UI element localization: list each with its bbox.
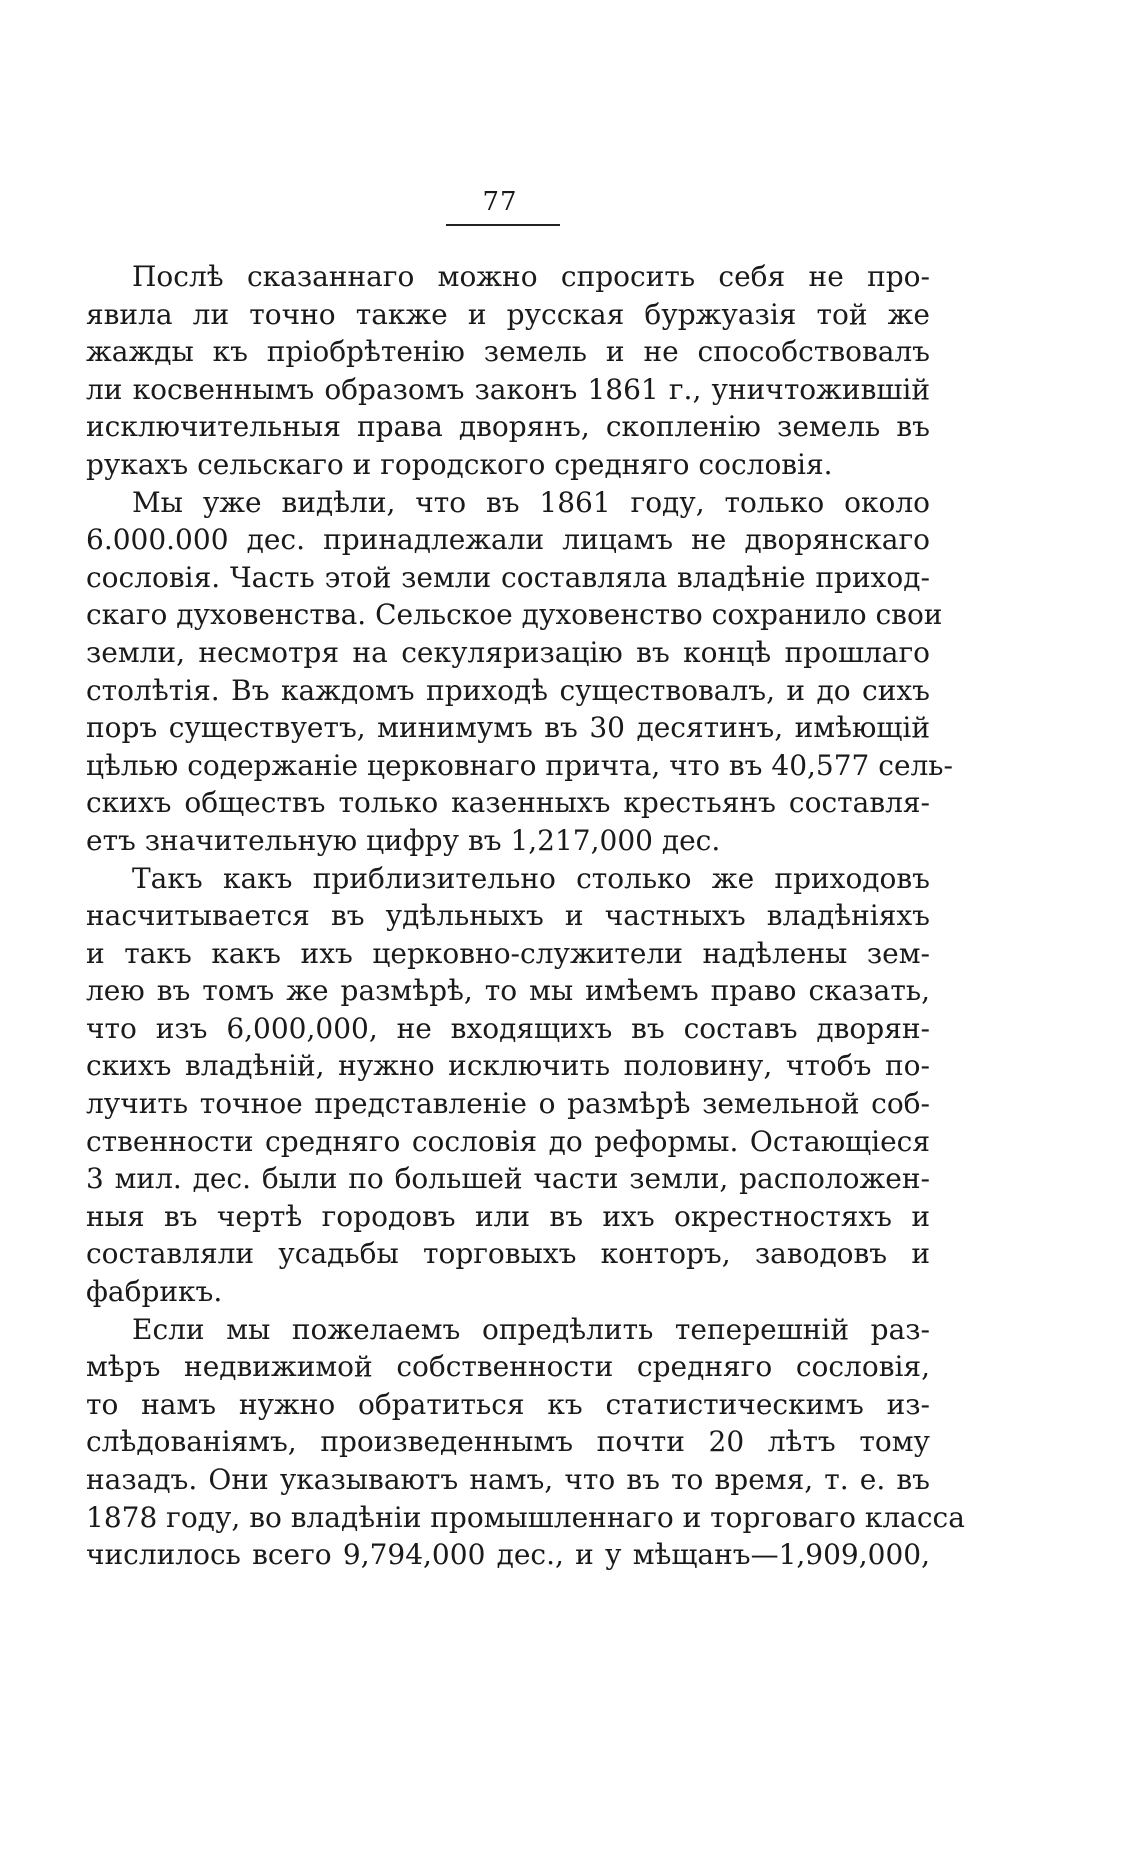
text-line: явила ли точно также и русская буржуазія той же	[86, 297, 930, 331]
body-text	[86, 258, 965, 1574]
text-line: слѣдованіямъ, произведеннымъ почти 20 лѣтъ тому	[86, 1425, 930, 1459]
text-line: Такъ какъ приблизительно столько же приходовъ	[132, 861, 930, 895]
page-number-rule	[446, 224, 560, 226]
text-line: лучить точное представленіе о размѣрѣ земельной соб-	[86, 1087, 930, 1121]
text-line: скихъ обществъ только казенныхъ крестьянъ составля-	[86, 786, 930, 820]
text-line: и такъ какъ ихъ церковно-служители надѣлены зем-	[86, 936, 930, 970]
text-line: сословія. Часть этой земли составляла владѣніе приход-	[86, 560, 930, 594]
text-line: что изъ 6,000,000, не входящихъ въ составъ дворян-	[86, 1011, 930, 1045]
text-line: насчитывается въ удѣльныхъ и частныхъ владѣніяхъ	[86, 899, 930, 933]
text-line: назадъ. Они указываютъ намъ, что въ то время, т. е. въ	[86, 1463, 930, 1496]
text-line: мѣръ недвижимой собственности средняго сословія,	[86, 1350, 930, 1384]
text-line: ныя въ чертѣ городовъ или въ ихъ окрестностяхъ и	[86, 1199, 930, 1233]
text-line: цѣлью содержаніе церковнаго причта, что въ 40,577 сель-	[86, 748, 954, 782]
text-line: ли косвеннымъ образомъ законъ 1861 г., уничтожившій	[86, 372, 930, 406]
text-line: жажды къ пріобрѣтенію земель и не способствовалъ	[86, 335, 930, 369]
text-line: фабрикъ.	[86, 1275, 223, 1309]
text-line: Если мы пожелаемъ опредѣлить теперешній раз-	[132, 1312, 930, 1346]
text-line: земли, несмотря на секуляризацію въ концѣ прошлаго	[86, 635, 930, 669]
text-line: составляли усадьбы торговыхъ конторъ, заводовъ и	[86, 1237, 930, 1271]
text-line: скихъ владѣній, нужно исключить половину, чтобъ по-	[86, 1049, 930, 1083]
text-line: исключительныя права дворянъ, скопленію земель въ	[86, 410, 930, 444]
page-number: 77	[482, 187, 518, 217]
text-line: столѣтія. Въ каждомъ приходѣ существовалъ, и до сихъ	[86, 673, 930, 707]
text-line: то намъ нужно обратиться къ статистическимъ из-	[86, 1387, 930, 1421]
text-line: 1878 году, во владѣніи промышленнаго и торговаго класса	[86, 1500, 965, 1534]
text-line: числилось всего 9,794,000 дес., и у мѣщанъ—1,909,000,	[86, 1538, 930, 1572]
text-line: лею въ томъ же размѣрѣ, то мы имѣемъ право сказать,	[86, 974, 930, 1008]
text-line: 6.000.000 дес. принадлежали лицамъ не дворянскаго	[86, 523, 930, 557]
text-line: поръ существуетъ, минимумъ въ 30 десятинъ, имѣющій	[86, 711, 930, 745]
text-line: Послѣ сказаннаго можно спросить себя не про-	[132, 260, 930, 293]
text-line: Мы уже видѣли, что въ 1861 году, только около	[132, 485, 930, 519]
text-line: 3 мил. дес. были по большей части земли, расположен-	[86, 1162, 930, 1196]
text-line: рукахъ сельскаго и городского средняго сословія.	[86, 447, 833, 481]
text-line: етъ значительную цифру въ 1,217,000 дес.	[86, 823, 721, 857]
text-line: ственности средняго сословія до реформы. Остающіеся	[86, 1124, 930, 1158]
text-line: скаго духовенства. Сельское духовенство сохранило свои	[86, 598, 943, 632]
